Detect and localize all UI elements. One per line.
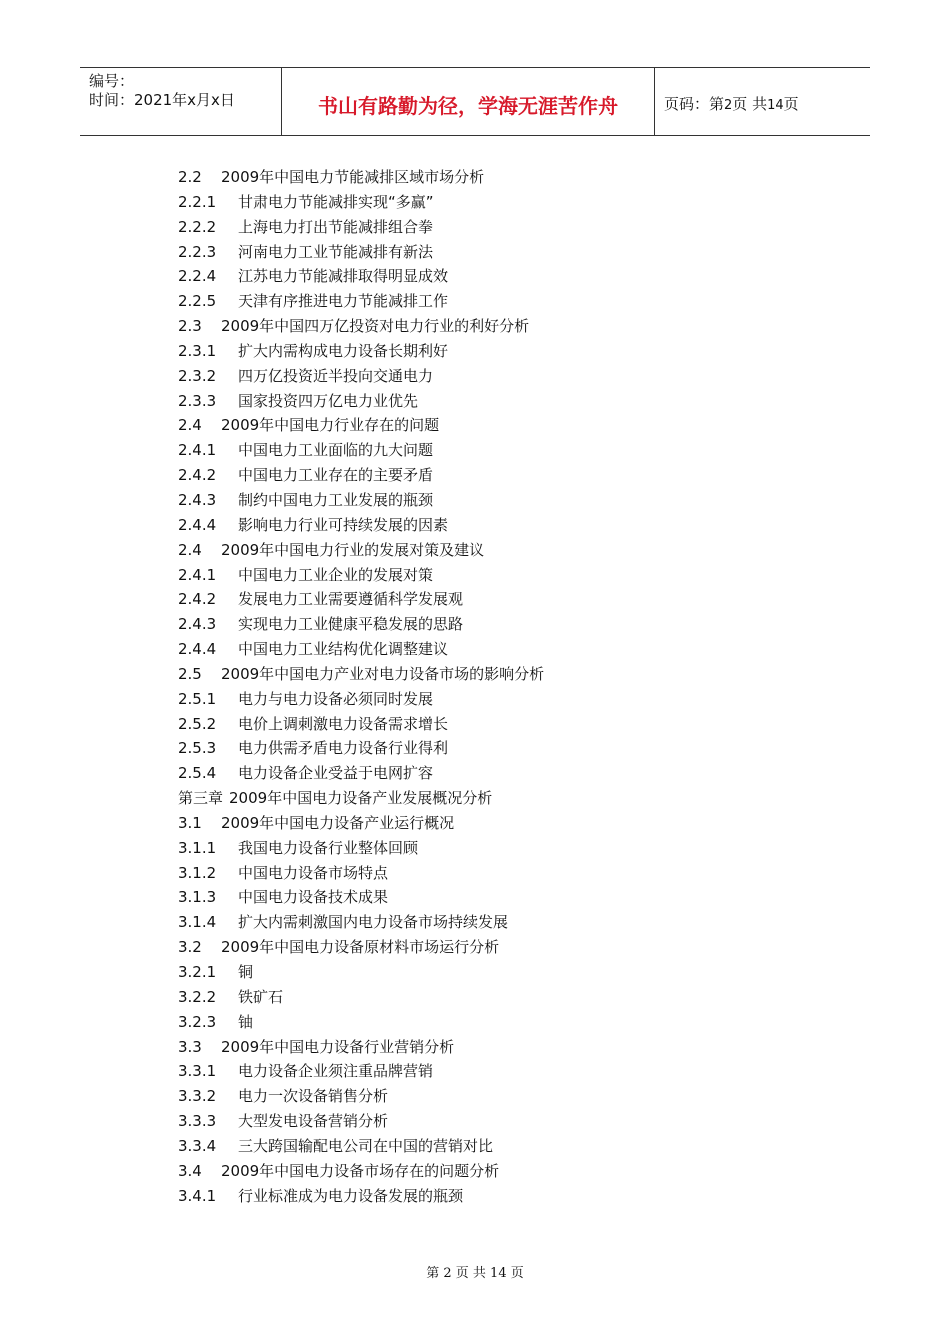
toc-entry-number: 2.5.4 bbox=[178, 764, 217, 783]
toc-entry-number: 2.5 bbox=[178, 664, 202, 683]
toc-entry-number: 2.5.2 bbox=[178, 714, 217, 733]
toc-entry bbox=[178, 364, 544, 389]
toc-entry-title: 电力设备企业须注重品牌营销 bbox=[238, 1062, 434, 1081]
toc-entry bbox=[178, 1109, 544, 1134]
toc-entry-number: 2.4.1 bbox=[178, 565, 217, 584]
toc-entry-title: 四万亿投资近半投向交通电力 bbox=[238, 366, 434, 385]
toc-entry-title: 电力与电力设备必须同时发展 bbox=[238, 689, 434, 708]
toc-entry-title: 制约中国电力工业发展的瓶颈 bbox=[238, 490, 434, 509]
toc-entry bbox=[178, 488, 544, 513]
toc-entry-title: 2009年中国四万亿投资对电力行业的利好分析 bbox=[221, 317, 530, 336]
toc-entry-title: 江苏电力节能减排取得明显成效 bbox=[238, 267, 449, 286]
toc-entry-number: 2.4.3 bbox=[178, 490, 217, 509]
toc-entry bbox=[178, 215, 544, 240]
toc-entry bbox=[178, 637, 544, 662]
toc-entry bbox=[178, 1010, 544, 1035]
serial-number-label: 编号： bbox=[89, 72, 135, 90]
toc-entry-number: 2.4.4 bbox=[178, 515, 217, 534]
toc-entry-title: 上海电力打出节能减排组合拳 bbox=[238, 217, 434, 236]
toc-entry bbox=[178, 339, 544, 364]
time-label: 时间：2021年x月x日 bbox=[89, 91, 235, 109]
page-header bbox=[80, 67, 870, 136]
toc-entry-number: 2.5.1 bbox=[178, 689, 217, 708]
toc-entry-number: 3.2.2 bbox=[178, 987, 217, 1006]
toc-entry-number: 2.2.1 bbox=[178, 192, 217, 211]
toc-entry bbox=[178, 240, 544, 265]
toc-entry bbox=[178, 1159, 544, 1184]
toc-entry-number: 2.3.1 bbox=[178, 341, 217, 360]
toc-entry-number: 3.3.4 bbox=[178, 1136, 217, 1155]
toc-entry-title: 电力一次设备销售分析 bbox=[238, 1087, 389, 1106]
toc-entry-title: 天津有序推进电力节能减排工作 bbox=[238, 292, 449, 311]
toc-entry bbox=[178, 985, 544, 1010]
toc-entry-number: 3.4.1 bbox=[178, 1186, 217, 1205]
toc-entry-title: 行业标准成为电力设备发展的瓶颈 bbox=[238, 1186, 464, 1205]
toc-entry-number: 2.4.2 bbox=[178, 590, 217, 609]
toc-entry bbox=[178, 1059, 544, 1084]
toc-entry bbox=[178, 314, 544, 339]
toc-entry bbox=[178, 413, 544, 438]
toc-entry-number: 2.2.4 bbox=[178, 267, 217, 286]
toc-entry-title: 实现电力工业健康平稳发展的思路 bbox=[238, 615, 464, 634]
header-page-info bbox=[664, 93, 799, 114]
toc-entry bbox=[178, 612, 544, 637]
toc-entry bbox=[178, 538, 544, 563]
toc-entry-title: 中国电力设备市场特点 bbox=[238, 863, 389, 882]
toc-entry bbox=[178, 463, 544, 488]
toc-entry-number: 2.2.5 bbox=[178, 292, 217, 311]
toc-entry bbox=[178, 811, 544, 836]
toc-entry-title: 2009年中国电力行业的发展对策及建议 bbox=[221, 540, 485, 559]
page-total: 14 bbox=[767, 98, 784, 113]
header-motto: 书山有路勤为径，学海无涯苦作舟 bbox=[318, 94, 618, 118]
toc-entry bbox=[178, 1184, 544, 1209]
toc-entry-title: 三大跨国输配电公司在中国的营销对比 bbox=[238, 1136, 494, 1155]
toc-entry bbox=[178, 761, 544, 786]
toc-entry bbox=[178, 389, 544, 414]
toc-entry-title: 国家投资四万亿电力业优先 bbox=[238, 391, 419, 410]
toc-entry-number: 3.3 bbox=[178, 1037, 202, 1056]
toc-entry-title: 电力设备企业受益于电网扩容 bbox=[238, 764, 434, 783]
toc-entry-number: 2.4 bbox=[178, 540, 202, 559]
toc-entry-number: 3.1 bbox=[178, 813, 202, 832]
toc-entry-number: 3.3.1 bbox=[178, 1062, 217, 1081]
toc-entry-title: 河南电力工业节能减排有新法 bbox=[238, 242, 434, 261]
toc-entry-title: 中国电力工业存在的主要矛盾 bbox=[238, 466, 434, 485]
toc-entry bbox=[178, 861, 544, 886]
toc-entry-title: 中国电力设备技术成果 bbox=[238, 888, 389, 907]
toc-entry bbox=[178, 190, 544, 215]
toc-entry-number: 3.1.4 bbox=[178, 913, 217, 932]
toc-entry-number: 3.2.3 bbox=[178, 1012, 217, 1031]
toc-entry-number: 3.2.1 bbox=[178, 963, 217, 981]
toc-entry-number: 3.4 bbox=[178, 1161, 202, 1180]
toc-entry bbox=[178, 587, 544, 612]
toc-entry bbox=[178, 1035, 544, 1060]
toc-entry-title: 影响电力行业可持续发展的因素 bbox=[238, 515, 449, 534]
toc-entry bbox=[178, 662, 544, 687]
toc-entry bbox=[178, 438, 544, 463]
page-label: 页码：第 bbox=[664, 95, 725, 113]
toc-entry-number: 2.5.3 bbox=[178, 739, 217, 758]
toc-entry-number: 3.1.3 bbox=[178, 888, 217, 907]
toc-entry-title: 铁矿石 bbox=[238, 987, 284, 1006]
toc-entry bbox=[178, 1134, 544, 1159]
toc-entry-title: 2009年中国电力设备产业运行概况 bbox=[221, 813, 455, 832]
toc-entry-title: 扩大内需刺激国内电力设备市场持续发展 bbox=[238, 913, 509, 932]
toc-entry-number: 2.4.4 bbox=[178, 640, 217, 659]
toc-entry-title: 2009年中国电力节能减排区域市场分析 bbox=[221, 168, 485, 186]
toc-entry bbox=[178, 513, 544, 538]
toc-entry-title: 甘肃电力节能减排实现“多赢” bbox=[238, 192, 434, 211]
page-mid: 页 共 bbox=[732, 95, 768, 113]
toc-entry-number: 2.4 bbox=[178, 416, 202, 435]
toc-entry-number: 3.1.2 bbox=[178, 863, 217, 882]
toc-entry-title: 2009年中国电力设备行业营销分析 bbox=[221, 1037, 455, 1056]
toc-entry-title: 大型发电设备营销分析 bbox=[238, 1112, 389, 1131]
page-end: 页 bbox=[783, 95, 799, 113]
toc-entry bbox=[178, 289, 544, 314]
toc-entry-number: 2.4.1 bbox=[178, 441, 217, 460]
toc-entry-title: 铜 bbox=[238, 963, 254, 981]
toc-entry-title: 2009年中国电力设备产业发展概况分析 bbox=[229, 789, 493, 808]
toc-entry bbox=[178, 836, 544, 861]
header-divider bbox=[654, 68, 655, 135]
toc-entry-title: 中国电力工业面临的九大问题 bbox=[238, 441, 434, 460]
toc-entry bbox=[178, 736, 544, 761]
toc-entry-number: 2.3.3 bbox=[178, 391, 217, 410]
toc-entry-title: 我国电力设备行业整体回顾 bbox=[238, 838, 419, 857]
header-meta bbox=[89, 72, 281, 110]
toc-entry bbox=[178, 910, 544, 935]
toc-entry-title: 2009年中国电力设备原材料市场运行分析 bbox=[221, 938, 500, 957]
toc-entry-number: 3.1.1 bbox=[178, 838, 217, 857]
toc-entry-number: 2.3.2 bbox=[178, 366, 217, 385]
toc-entry-number: 第三章 bbox=[178, 789, 224, 808]
toc-entry-number: 2.2.3 bbox=[178, 242, 217, 261]
toc-entry-number: 3.3.3 bbox=[178, 1112, 217, 1131]
toc-entry-title: 2009年中国电力设备市场存在的问题分析 bbox=[221, 1161, 500, 1180]
toc-entry bbox=[178, 960, 544, 985]
toc-entry bbox=[178, 1084, 544, 1109]
toc-entry bbox=[178, 165, 544, 190]
page-current: 2 bbox=[724, 98, 733, 113]
toc-entry-title: 发展电力工业需要遵循科学发展观 bbox=[238, 590, 464, 609]
toc-entry-title: 2009年中国电力产业对电力设备市场的影响分析 bbox=[221, 664, 545, 683]
toc-entry bbox=[178, 264, 544, 289]
toc-entry-number: 2.4.3 bbox=[178, 615, 217, 634]
toc-entry-title: 扩大内需构成电力设备长期利好 bbox=[238, 341, 449, 360]
toc-entry bbox=[178, 563, 544, 588]
table-of-contents bbox=[178, 165, 544, 1208]
toc-entry-title: 2009年中国电力行业存在的问题 bbox=[221, 416, 440, 435]
toc-entry-number: 2.2.2 bbox=[178, 217, 217, 236]
toc-entry bbox=[178, 885, 544, 910]
toc-entry-title: 中国电力工业结构优化调整建议 bbox=[238, 640, 449, 659]
toc-entry-number: 2.4.2 bbox=[178, 466, 217, 485]
toc-entry bbox=[178, 786, 544, 811]
toc-entry-title: 中国电力工业企业的发展对策 bbox=[238, 565, 434, 584]
toc-entry-number: 3.3.2 bbox=[178, 1087, 217, 1106]
page-footer: 第 2 页 共 14 页 bbox=[426, 1266, 524, 1281]
toc-entry-number: 2.2 bbox=[178, 168, 202, 186]
toc-entry-title: 铀 bbox=[238, 1012, 254, 1031]
toc-entry-number: 3.2 bbox=[178, 938, 202, 957]
toc-entry bbox=[178, 712, 544, 737]
toc-entry-title: 电力供需矛盾电力设备行业得利 bbox=[238, 739, 449, 758]
toc-entry-title: 电价上调刺激电力设备需求增长 bbox=[238, 714, 449, 733]
toc-entry-number: 2.3 bbox=[178, 317, 202, 336]
toc-entry bbox=[178, 935, 544, 960]
toc-entry bbox=[178, 687, 544, 712]
